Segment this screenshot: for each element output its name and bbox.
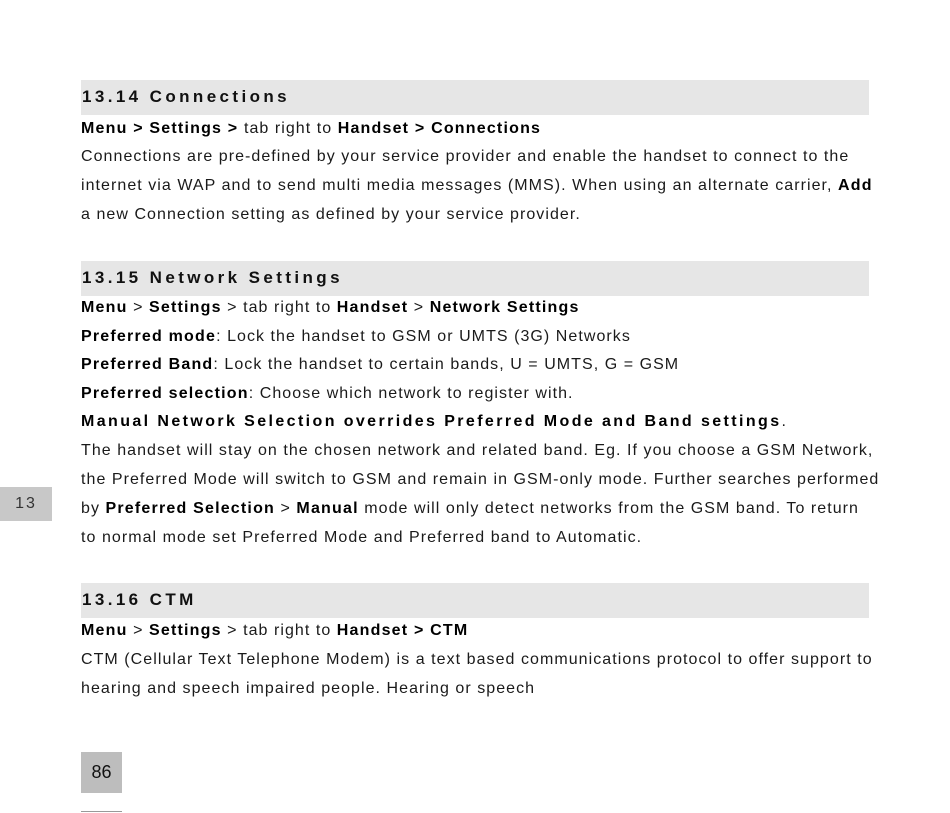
- body-line: the Preferred Mode will switch to GSM and remain in GSM-only mode. Further searches performed: [81, 471, 880, 488]
- body-line: CTM (Cellular Text Telephone Modem) is a text based communications protocol to offer support to: [81, 651, 873, 668]
- path-text: tab right to: [243, 299, 337, 316]
- body-line: hearing and speech impaired people. Hearing or speech: [81, 680, 536, 697]
- body-line: a new Connection setting as defined by your service provider.: [81, 206, 581, 223]
- footer-rule: [81, 811, 122, 812]
- path-menu: Menu: [81, 299, 128, 316]
- path-menu: Menu: [81, 120, 128, 137]
- override-note: [81, 413, 787, 431]
- menu-path-network-settings: [81, 299, 580, 317]
- section-header-network-settings: [81, 261, 869, 296]
- add-keyword: Add: [838, 177, 873, 194]
- manual-keyword: Manual: [296, 500, 359, 517]
- menu-path-ctm: [81, 622, 468, 640]
- path-separator: >: [275, 500, 297, 517]
- path-handset: Handset: [336, 299, 409, 316]
- chapter-tab: 13: [0, 487, 52, 521]
- path-separator: >: [127, 622, 149, 639]
- body-text: internet via WAP and to send multi media messages (MMS). When using an alternate carrier,: [81, 177, 839, 194]
- item-label: Preferred selection: [81, 385, 249, 402]
- note-bold: Manual Network Selection overrides Preferred Mode and Band settings: [81, 413, 782, 430]
- section-header-ctm: [81, 583, 869, 618]
- item-text: : Lock the handset to GSM or UMTS (3G) Networks: [216, 328, 631, 345]
- section-title: 13.15 Network Settings: [82, 268, 343, 287]
- preferred-selection-keyword: Preferred Selection: [105, 500, 276, 517]
- page-number: 86: [81, 752, 122, 793]
- path-connections: Connections: [431, 120, 542, 137]
- path-separator: >: [221, 299, 244, 316]
- path-network-settings: Network Settings: [429, 299, 580, 316]
- path-separator: >: [127, 120, 150, 137]
- body-text: mode will only detect networks from the GSM band. To return: [358, 500, 859, 517]
- path-menu: Menu: [81, 622, 128, 639]
- body-text: by: [81, 500, 106, 517]
- path-handset: Handset: [336, 622, 409, 639]
- section-title: 13.16 CTM: [82, 590, 197, 609]
- preferred-mode-line: [81, 328, 631, 346]
- path-separator: >: [408, 622, 431, 639]
- body-line: [81, 177, 873, 195]
- body-line: Connections are pre-defined by your service provider and enable the handset to connect to the: [81, 148, 850, 165]
- body-line: to normal mode set Preferred Mode and Preferred band to Automatic.: [81, 529, 643, 546]
- path-settings: Settings: [149, 120, 223, 137]
- path-settings: Settings: [148, 299, 222, 316]
- path-separator: >: [408, 299, 430, 316]
- item-text: : Lock the handset to certain bands, U = UMTS, G = GSM: [213, 356, 680, 373]
- note-end: .: [781, 413, 787, 430]
- preferred-band-line: [81, 356, 679, 374]
- path-ctm: CTM: [430, 622, 469, 639]
- section-title: 13.14 Connections: [82, 87, 291, 106]
- preferred-selection-line: [81, 385, 574, 403]
- item-label: Preferred mode: [81, 328, 217, 345]
- body-line: [81, 500, 859, 518]
- path-separator: >: [127, 299, 149, 316]
- item-label: Preferred Band: [81, 356, 214, 373]
- path-text: tab right to: [243, 622, 337, 639]
- path-separator: >: [409, 120, 432, 137]
- path-separator: >: [222, 120, 244, 137]
- path-separator: >: [221, 622, 244, 639]
- body-line: The handset will stay on the chosen network and related band. Eg. If you choose a GSM Network,: [81, 442, 874, 459]
- path-text: tab right to: [243, 120, 338, 137]
- path-handset: Handset: [337, 120, 410, 137]
- section-header-connections: [81, 80, 869, 115]
- path-settings: Settings: [148, 622, 222, 639]
- menu-path-connections: [81, 120, 541, 138]
- item-text: : Choose which network to register with.: [248, 385, 574, 402]
